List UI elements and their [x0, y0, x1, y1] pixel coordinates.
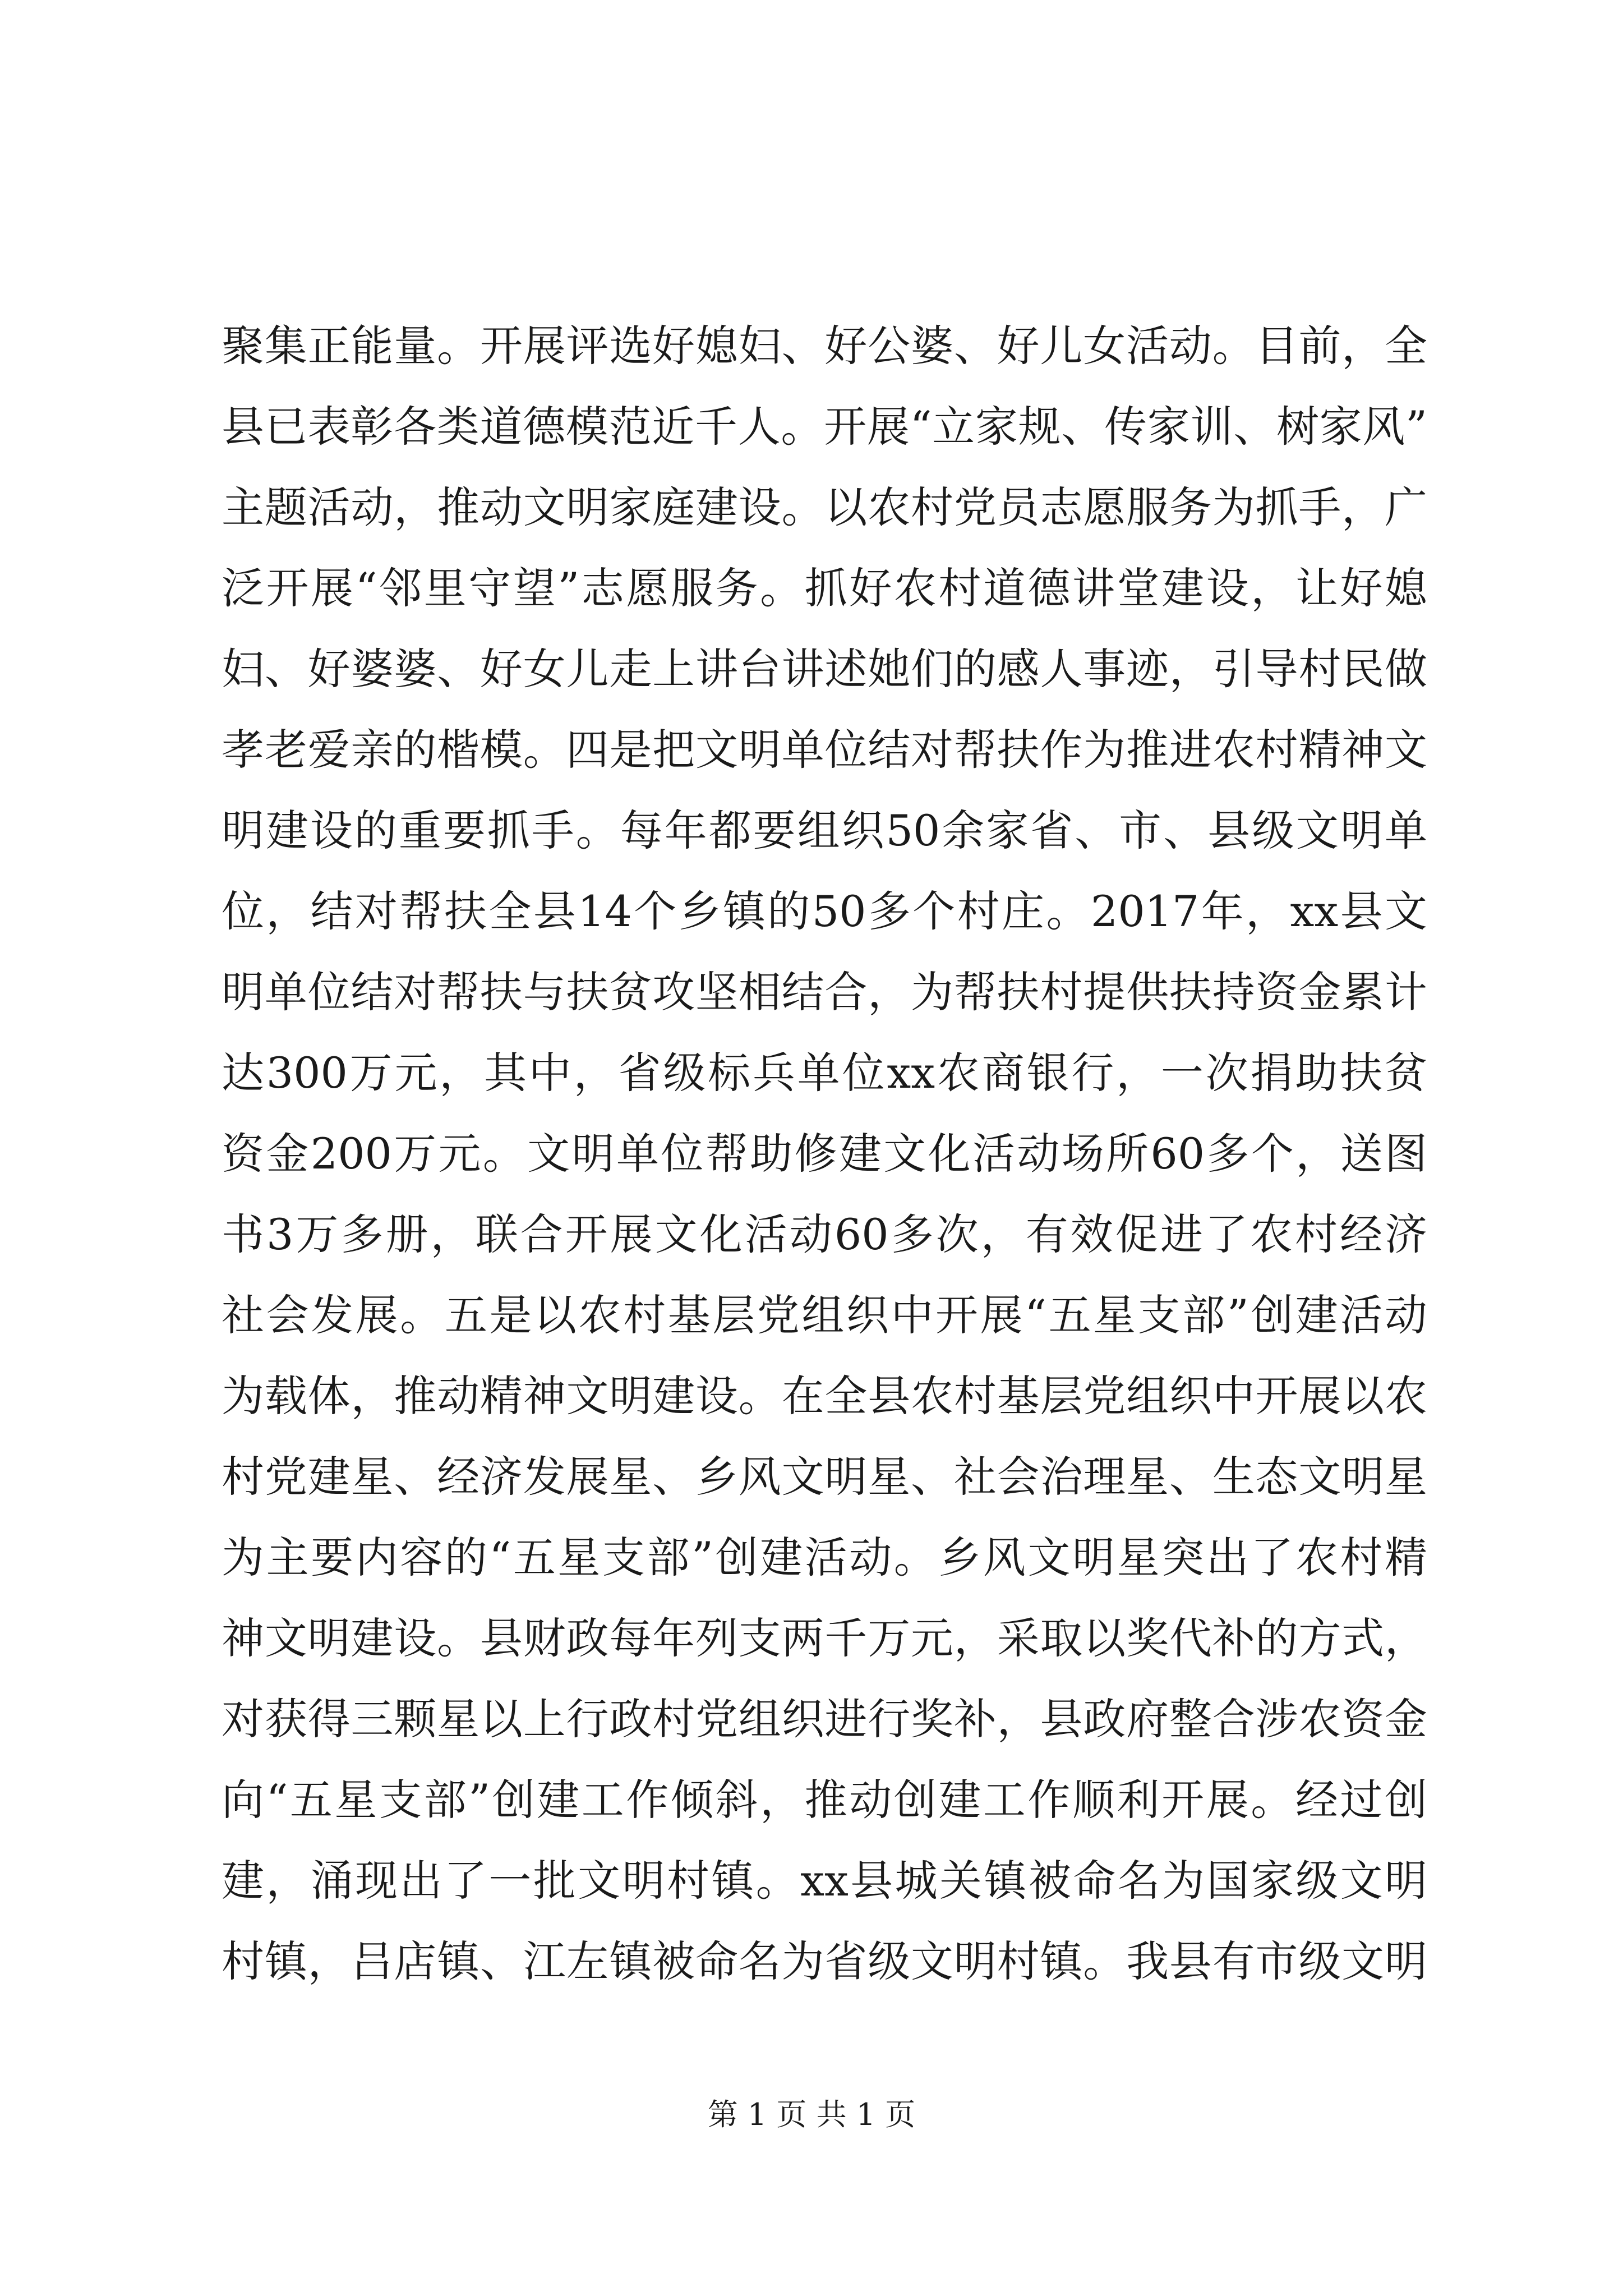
text-line: 对获得三颗星以上行政村党组织进行奖补，县政府整合涉农资金: [222, 1694, 1427, 1744]
text-line: 明建设的重要抓手。每年都要组织50余家省、市、县级文明单: [222, 806, 1427, 855]
text-line: 为载体，推动精神文明建设。在全县农村基层党组织中开展以农: [222, 1371, 1427, 1421]
text-line: 建，涌现出了一批文明村镇。xx县城关镇被命名为国家级文明: [222, 1856, 1427, 1906]
text-line: 神文明建设。县财政每年列支两千万元，采取以奖代补的方式，: [222, 1613, 1427, 1663]
text-line: 为主要内容的“五星支部”创建活动。乡风文明星突出了农村精: [222, 1533, 1427, 1582]
text-line: 孝老爱亲的楷模。四是把文明单位结对帮扶作为推进农村精神文: [222, 725, 1427, 775]
text-line: 明单位结对帮扶与扶贫攻坚相结合，为帮扶村提供扶持资金累计: [222, 967, 1427, 1017]
text-line: 资金200万元。文明单位帮助修建文化活动场所60多个，送图: [222, 1129, 1427, 1179]
text-line: 聚集正能量。开展评选好媳妇、好公婆、好儿女活动。目前，全: [222, 321, 1427, 371]
text-line: 县已表彰各类道德模范近千人。开展“立家规、传家训、树家风”: [222, 402, 1427, 452]
text-line: 泛开展“邻里守望”志愿服务。抓好农村道德讲堂建设，让好媳: [222, 563, 1427, 613]
text-line: 村党建星、经济发展星、乡风文明星、社会治理星、生态文明星: [222, 1452, 1427, 1502]
text-line: 书3万多册，联合开展文化活动60多次，有效促进了农村经济: [222, 1209, 1427, 1259]
page-footer: [0, 2095, 1623, 2134]
body-text: [222, 306, 1427, 2002]
text-line: 主题活动，推动文明家庭建设。以农村党员志愿服务为抓手，广: [222, 482, 1427, 532]
text-line: 向“五星支部”创建工作倾斜，推动创建工作顺利开展。经过创: [222, 1775, 1427, 1825]
text-line: 村镇，吕店镇、江左镇被命名为省级文明村镇。我县有市级文明: [222, 1936, 1427, 1986]
text-line: 妇、好婆婆、好女儿走上讲台讲述她们的感人事迹，引导村民做: [222, 644, 1427, 694]
text-line: 社会发展。五是以农村基层党组织中开展“五星支部”创建活动: [222, 1290, 1427, 1340]
text-line: 达300万元，其中，省级标兵单位xx农商银行，一次捐助扶贫: [222, 1048, 1427, 1098]
page-number-label: 第 1 页 共 1 页: [707, 2097, 916, 2132]
text-line: 位，结对帮扶全县14个乡镇的50多个村庄。2017年，xx县文: [222, 886, 1427, 936]
